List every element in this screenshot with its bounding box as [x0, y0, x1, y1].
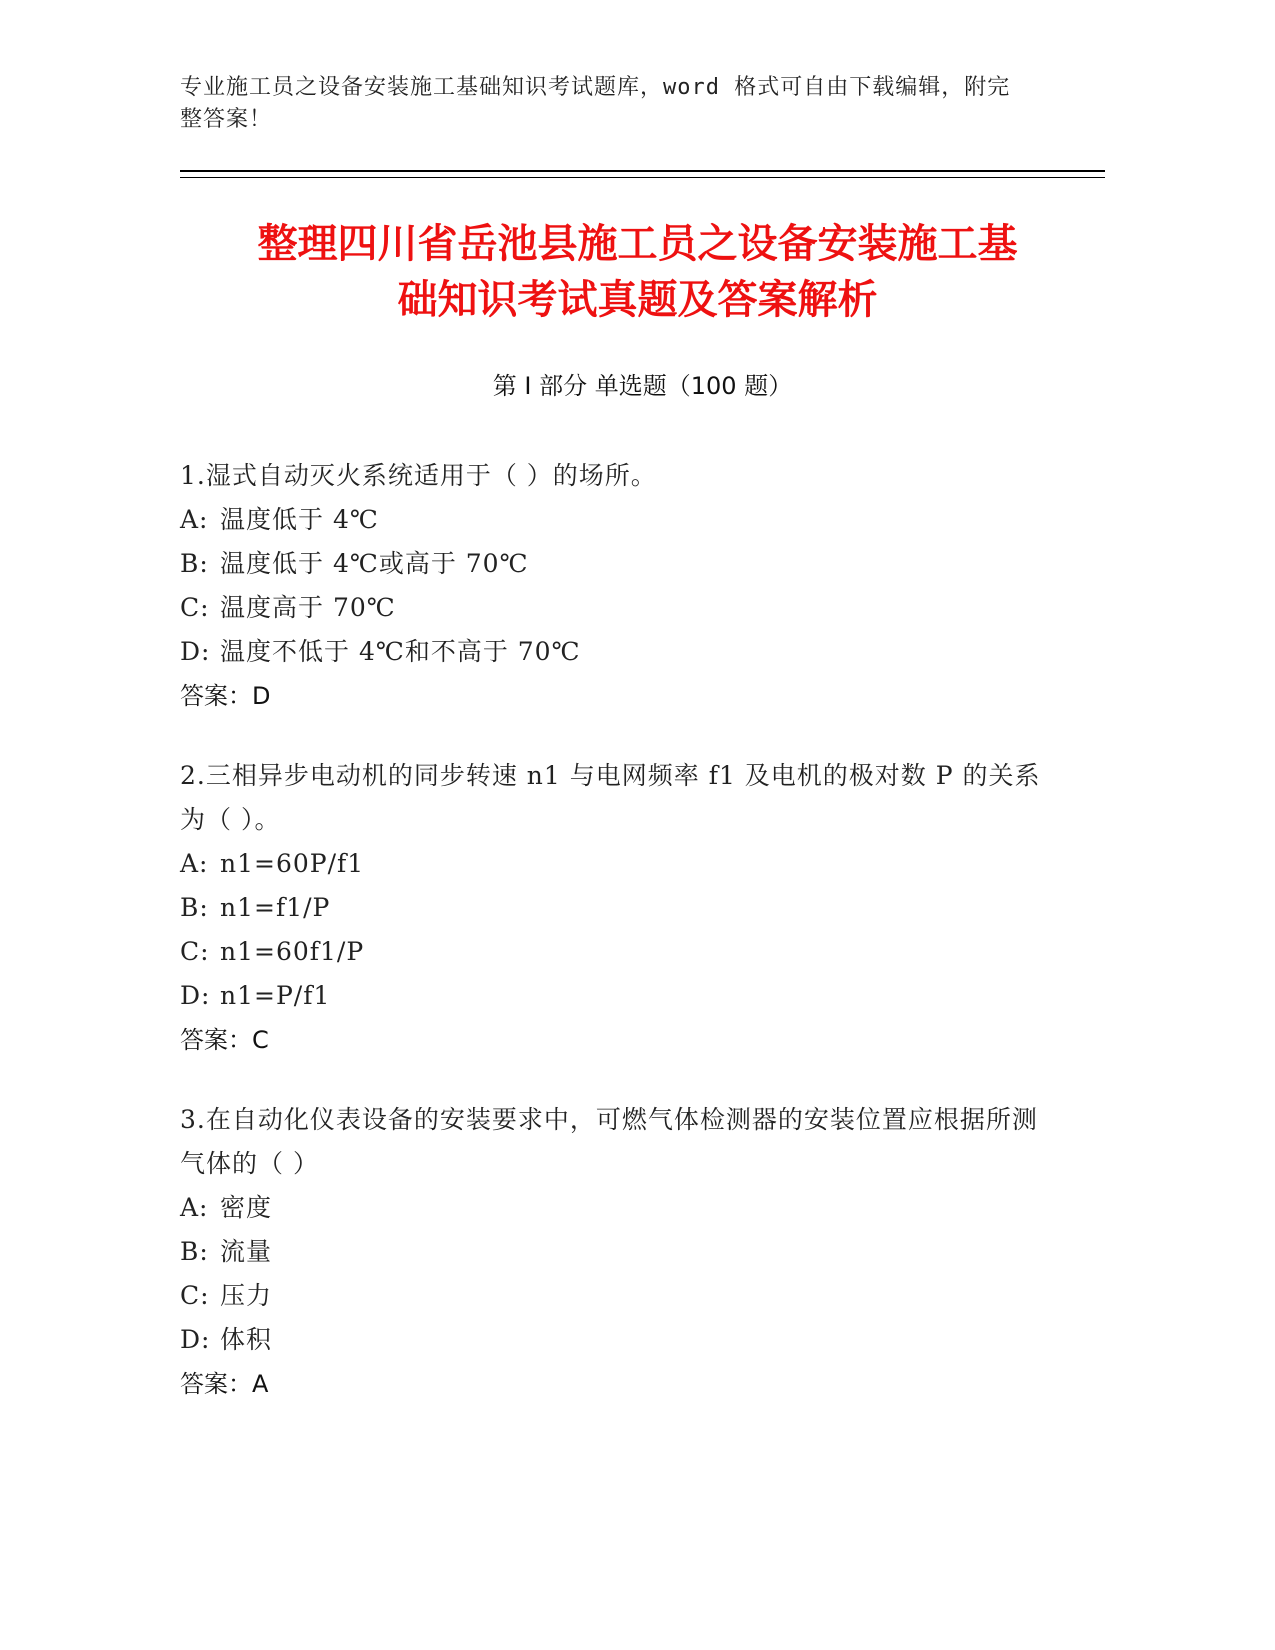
option-d: [180, 630, 1060, 674]
option-key: A:: [180, 849, 209, 878]
option-b: [180, 542, 1060, 586]
document-title: [160, 216, 1115, 328]
document-title-line-2: 础知识考试真题及答案解析: [397, 277, 878, 323]
question-stem: 1.湿式自动灭火系统适用于（ ）的场所。: [180, 461, 657, 490]
option-text: 温度低于 4℃或高于 70℃: [220, 549, 529, 578]
option-key: D:: [180, 637, 211, 666]
option-text: 体积: [220, 1325, 273, 1354]
option-key: C:: [180, 937, 210, 966]
option-text: 压力: [220, 1281, 273, 1310]
option-text: n1=60f1/P: [220, 937, 365, 966]
header-note-line-1: 专业施工员之设备安装施工基础知识考试题库，word 格式可自由下载编辑，附完: [180, 75, 1011, 100]
option-key: C:: [180, 1281, 210, 1310]
question-list: [180, 454, 1060, 1442]
question-stem: 3.在自动化仪表设备的安装要求中，可燃气体检测器的安装位置应根据所测气体的（ ）: [180, 1105, 1038, 1178]
option-a: [180, 498, 1060, 542]
option-text: 密度: [220, 1193, 273, 1222]
option-c: [180, 930, 1060, 974]
option-c: [180, 1274, 1060, 1318]
question-2: [180, 754, 1060, 1062]
option-key: B:: [180, 1237, 209, 1266]
option-text: n1=60P/f1: [220, 849, 365, 878]
option-text: 温度高于 70℃: [220, 593, 396, 622]
answer-line: 答案：A: [180, 1370, 269, 1398]
option-c: [180, 586, 1060, 630]
section-heading: 第 I 部分 单选题（100 题）: [492, 372, 793, 400]
header-rule-thin: [180, 177, 1105, 178]
option-key: D:: [180, 1325, 211, 1354]
option-key: D:: [180, 981, 211, 1010]
header-rule-thick: [180, 170, 1105, 172]
option-d: [180, 1318, 1060, 1362]
question-1: [180, 454, 1060, 718]
option-text: 流量: [220, 1237, 273, 1266]
option-text: 温度不低于 4℃和不高于 70℃: [220, 637, 581, 666]
header-note-line-2: 整答案！: [180, 107, 273, 132]
option-key: A:: [180, 505, 209, 534]
option-b: [180, 886, 1060, 930]
header-note: [180, 72, 1040, 136]
option-a: [180, 1186, 1060, 1230]
option-a: [180, 842, 1060, 886]
document-title-line-1: 整理四川省岳池县施工员之设备安装施工基: [257, 221, 1018, 267]
question-stem: 2.三相异步电动机的同步转速 n1 与电网频率 f1 及电机的极对数 P 的关系为（ ）。: [180, 761, 1041, 834]
option-text: n1=P/f1: [220, 981, 331, 1010]
option-key: B:: [180, 549, 209, 578]
question-3: [180, 1098, 1060, 1406]
option-text: n1=f1/P: [220, 893, 331, 922]
option-key: A:: [180, 1193, 209, 1222]
option-key: C:: [180, 593, 210, 622]
option-d: [180, 974, 1060, 1018]
option-b: [180, 1230, 1060, 1274]
option-text: 温度低于 4℃: [220, 505, 379, 534]
option-key: B:: [180, 893, 209, 922]
answer-line: 答案：D: [180, 682, 271, 710]
answer-line: 答案：C: [180, 1026, 269, 1054]
